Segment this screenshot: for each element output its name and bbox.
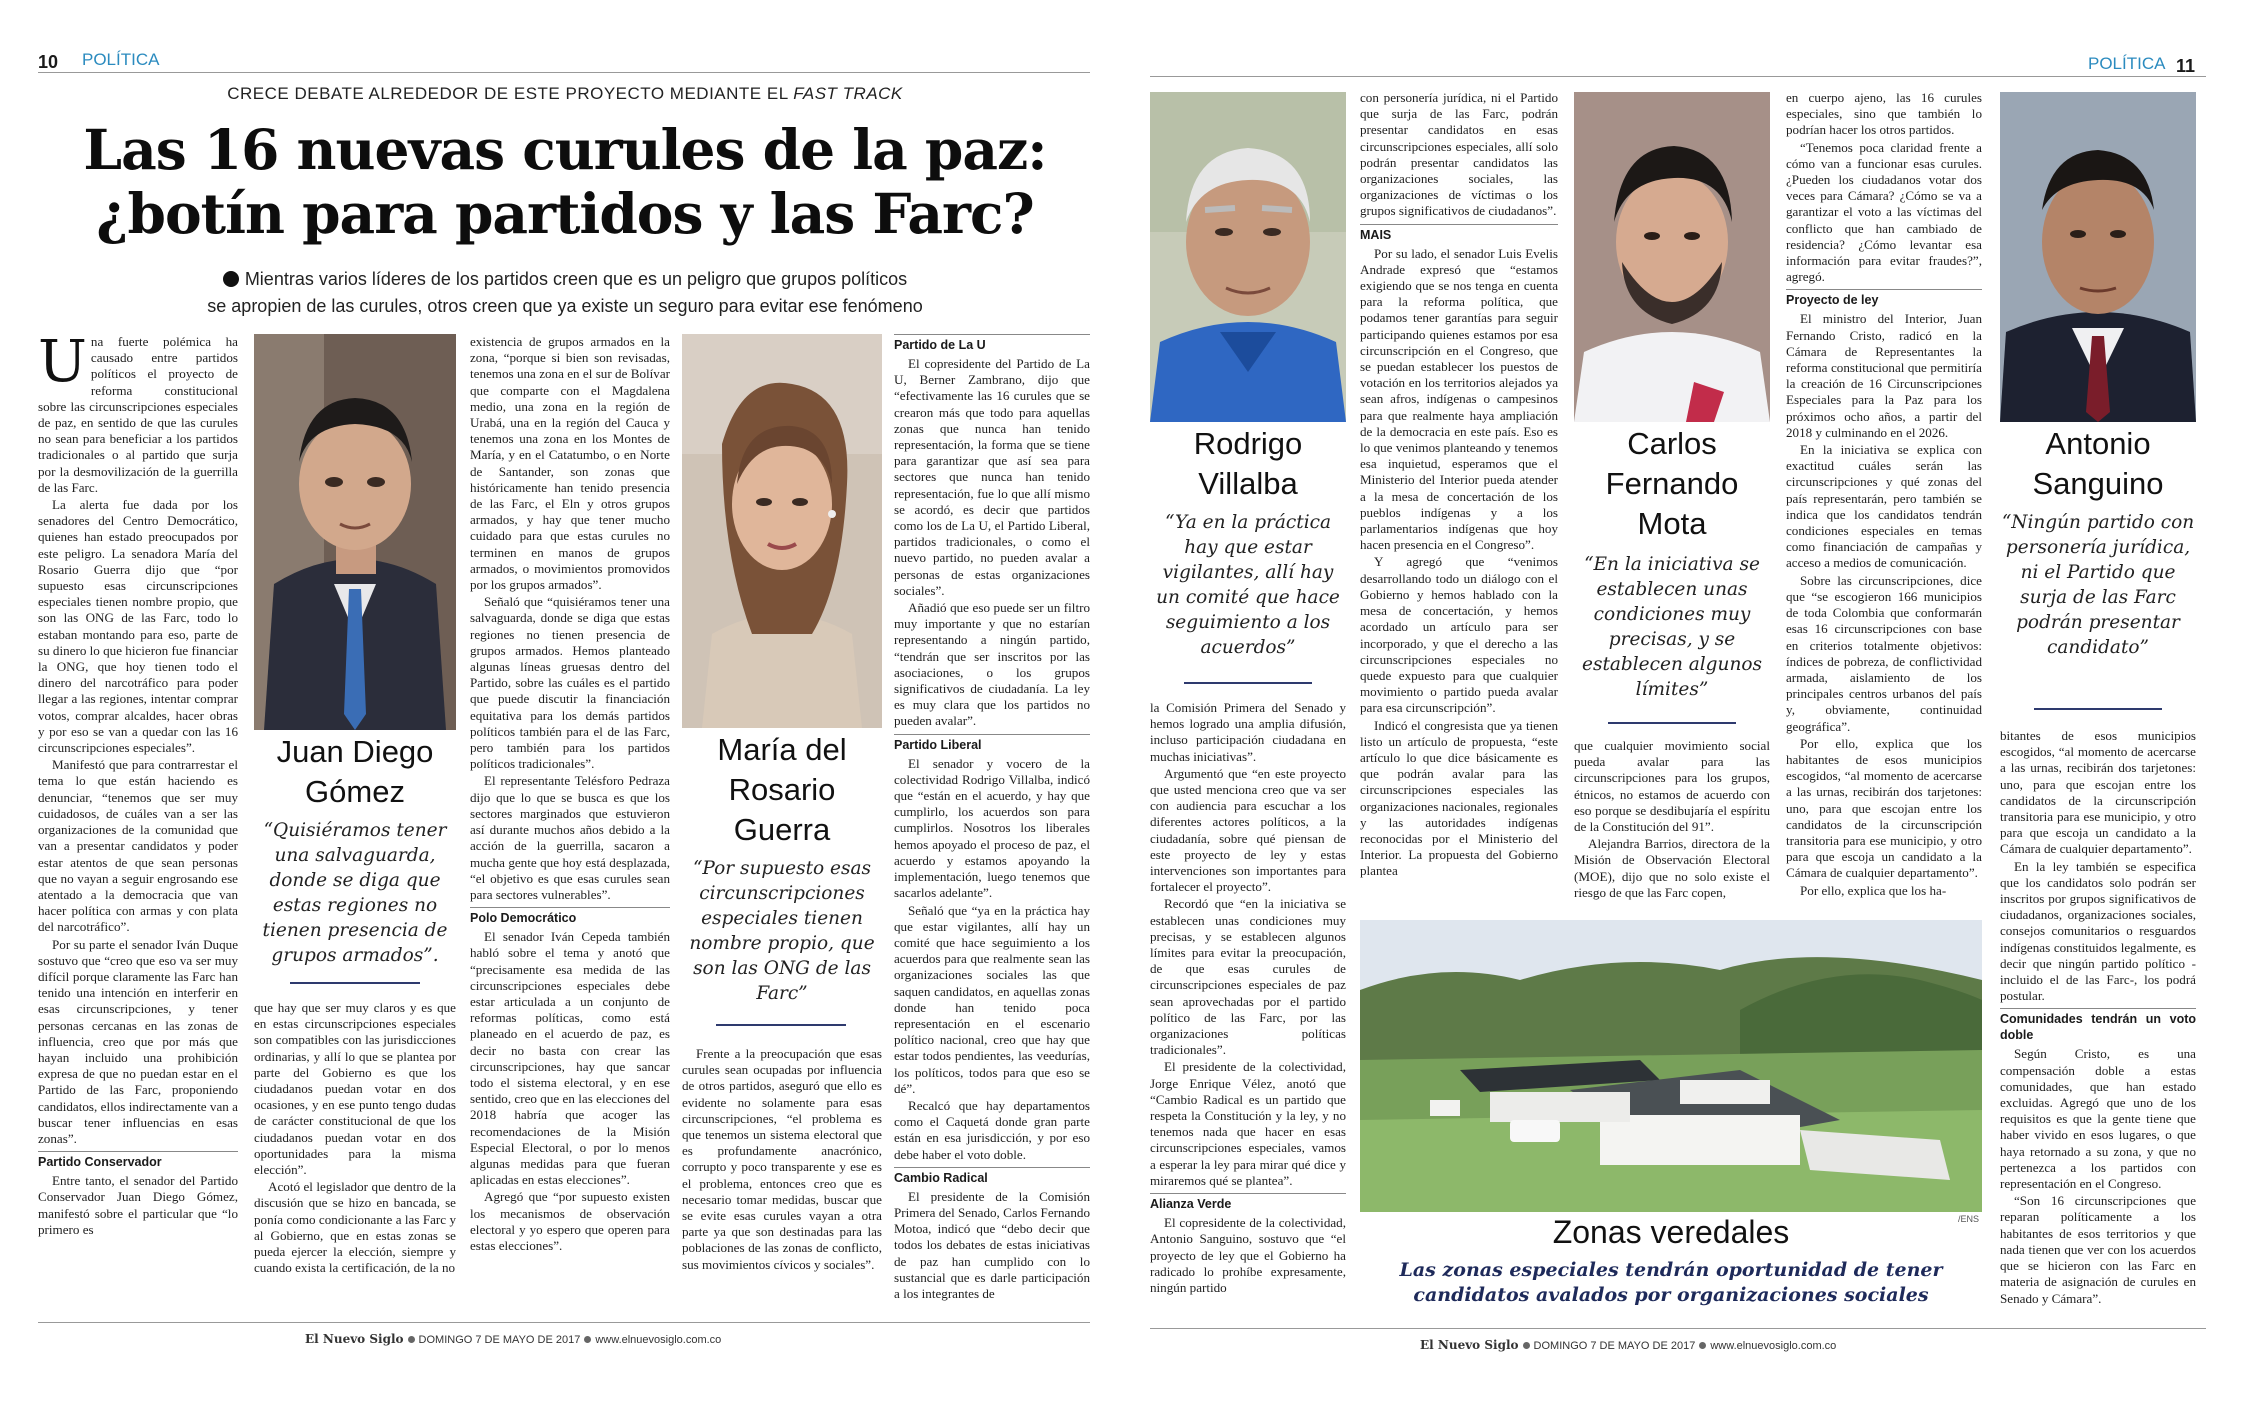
subhead-mais: MAIS [1360,224,1558,243]
header-rule-right [1150,76,2206,77]
footer-rule-left [38,1322,1090,1323]
subhead-alianza: Alianza Verde [1150,1193,1346,1212]
section-label-right: POLÍTICA [2088,54,2166,73]
name-rodrigo-villalba: Rodrigo Villalba [1193,426,1303,501]
name-carlos-fernando-mota: Carlos Fernando Mota [1605,426,1739,541]
subhead-polo: Polo Democrático [470,907,670,926]
drop-cap: U [38,334,87,395]
article-column-5: Partido de La U El copresidente del Partido de La U, Berner Zambrano, dijo que “efectivamente las 16 curules que se crearon más que todo para aquellas zonas que nunca han tenido representación, la forma que se tiene para garantizar que así sea para sectores que nunca han tenido representación, fue lo que allí mismo se acordó, es decir que partidos como los de La U, el Partido Liberal, partidos tradicionales, o como el nuevo partido, no pueden avalar a personas de estas organizaciones sociales”. Añadió que eso puede ser un filtro muy importante y que no estarían representando a ningún partido, “tendrán que ser inscritos por las asociaciones, o los grupos significativos de ciudadanía. La ley es muy clara que los partidos no pueden avalar”. Partido Liberal El senador y vocero de la colectividad Rodrigo Villalba, indicó que “están en el acuerdo, y hay que cumplirlo, los acuerdos son para cumplirlos. Nosotros los liberales hemos apoyado el proceso de paz, el acuerdo y estamos apoyando la implementación, luego tenemos que sacarlos adelante”. Señaló que “ya en la práctica hay que estar vigilantes, allí hay un comité que hace seguimiento a los acuerdos para que realmente sean las organizaciones sociales las que saquen candidatos, en aquellas zonas donde han tenido poca representación en el escenario político nacional, creo que hay que estar todos pendientes, las veedurías, los políticos, todos para que eso se dé”. Recalcó que hay departamentos como el Caquetá donde gran parte están en esa jurisdicción, y por eso debe haber el voto doble. Cambio Radical El presidente de la Comisión Primera del Senado, Carlos Fernando Motoa, indicó que “debo decir que todos los debates de estas iniciativas de paz han cumplido con lo sustancial que es darle participación a los integrantes de [894,334,1090,1314]
headline-line-2: ¿botín para partidos y las Farc? [96,181,1034,246]
article-column-7: con personería jurídica, ni el Partido que surja de las Farc, podrán presentar candidatos en esas circunscripciones especiales, allí solo podrán presentar candidatos las organizaciones sociales, las organizaciones de víctimas o los grupos significativos de ciudadanos”. MAIS Por su lado, el senador Luis Evelis Andrade expresó que “estamos exigiendo que se nos tenga en cuenta para la reforma política, que podamos tener garantías para seguir participando quienes estamos por esa circunscripción en el Congreso, que se puedan establecer los puestos de votación en los territorios alejados ya sean afros, indígenas o campesinos para que realmente haya ampliación de la democracia en este país. Eso es lo que venimos planteando y tenemos esa inquietud, esperamos que el Ministerio del Interior pueda atender a la mesa de concertación de los pueblos indígenas y a los parlamentarios indígenas que hoy hacen presencia en el Congreso”. Y agregó que “venimos desarrollando todo un diálogo con el Gobierno y hemos hablado con la mesa de concertación, y hemos acordado un artículo para ser incorporado, y que el derecho a las circunscripciones especiales no quede expuesto para que cualquier movimiento o partido pueda avalar para esa circunscripción”. Indicó el congresista que ya tienen listo un artículo de propuesta, “este artículo lo que dice básicamente es que podrán avalar para las circunscripciones especiales las organizaciones nacionales, regionales y las autoridades indígenas reconocidas por el Ministerio del Interior. La propuesta del Gobierno plantea [1360,90,1558,879]
article-column-2: que hay que ser muy claros y es que en estas circunscripciones especiales son compatibles con las jurisdicciones ordinarias, y allí lo que se plantea por parte del Gobierno es que los ciudadanos puedan votar en dos ocasiones, y en ese punto tengo dudas de carácter constitucional de que los ciudadanos puedan votar en dos oportunidades para la misma elección”. Acotó el legislador que dentro de la discusión que se hizo en bancada, se ponía como condicionante a las Farc y al Gobierno, que en estas zonas se pueda ejercer la elección, siempre y cuando exista la certificación, de la no [254,1000,456,1276]
headline [60,118,1070,246]
quote-rule-1 [290,982,420,984]
article-column-1: Una fuerte polémica ha causado entre partidos políticos el proyecto de reforma constitucional sobre las circunscripciones especiales de paz, en sentido de que las curules no sean para beneficiar a los partidos tradicionales o al partido que surja por la desmovilización de la guerrilla de las Farc. La alerta fue dada por los senadores del Centro Democrático, quienes han estado preocupados por este peligro. La senadora María del Rosario Guerra dijo que “por supuesto esas circunscripciones especiales tienen nombre propio, que son las ONG de las Farc, todo lo estaban montando para eso, parte de su dinero lo que hicieron fue financiar la ONG, que hoy tienen todo el dinero del narcotráfico para poder llegar a las regiones, intentar comprar votos, comprar alcaldes, hacer obras y por eso se van a quedar con las 16 circunscripciones especiales”. Manifestó que para contrarrestar el tema lo que están haciendo es denunciar, “tenemos que ser muy cuidadosos, de cuáles van a ser las organizaciones de la comunidad que van a presentar candidatos y poder estar atentos de que sean personas que no vayan a seguir engrosando ese atentado a la democracia que van hacer política con armas y con plata del narcotráfico”. Por su parte el senador Iván Duque sostuvo que “creo que eso va ser muy difícil porque claramente las Farc han tenido una intención en interferir en esas circunscripciones, y tener personas cercanas en las zonas de influencia, creo que por más que hayan incluido una prohibición expresa de que no puedan estar en el Partido de las Farc, proponiendo candidatos, ellos indirectamente van a buscar tener influencias en esas zonas”. Partido Conservador Entre tanto, el senador del Partido Conservador Juan Diego Gómez, manifestó sobre el particular que “lo primero es [38,334,238,1237]
subhead-liberal: Partido Liberal [894,734,1090,753]
quote-maria-del-rosario-guerra: “Por supuesto esas circunscripciones especiales tienen nombre propio, que son las ONG de las Farc” [689,858,875,1004]
quote-rule-2 [716,1024,846,1026]
subhead-comunidades: Comunidades tendrán un voto doble [2000,1008,2196,1043]
zonas-deck: Las zonas especiales tendrán oportunidad de tener candidatos avalados por organizaciones sociales [1399,1259,1943,1306]
quote-carlos-fernando-mota: “En la iniciativa se establecen unas condiciones muy precisas, y se establecen algunos límites” [1582,554,1762,700]
article-column-9: en cuerpo ajeno, las 16 curules especiales, sino que también lo podrían hacer los otros partidos. “Tenemos poca claridad frente a cómo van a funcionar esas curules. ¿Pueden los ciudadanos votar dos veces para Cámara? ¿Cómo se va a garantizar el voto a las víctimas del conflicto que han cambiado de residencia? ¿Cómo levantar esa información para evitar fraudes?”, agregó. Proyecto de ley El ministro del Interior, Juan Fernando Cristo, radicó en la Cámara de Representantes la reforma constitucional que permitiría la creación de 16 Circunscripciones Especiales para la Paz para los próximos ocho años, a partir del 2018 y culminando en el 2026. En la iniciativa se explica con exactitud cuáles serán las circunscripciones y qué zonas del país representarán, pero también se indica que los candidatos tendrán condiciones especiales en temas como financiación de campañas y acceso a medios de comunicación. Sobre las circunscripciones, dice que “se escogieron 166 municipios de toda Colombia que conformarán esas 16 circunscripciones con base en criterios totalmente objetivos: índices de pobreza, de conflictividad armada, aislamiento de los principales centros urbanos del país y, obviamente, continuidad geográfica”. Por ello, explica que los habitantes de esos municipios escogidos, “al momento de acercarse a las urnas, recibirán dos tarjetones: uno, para que escojan entre los candidatos de la circunscripción transitoria para ese municipio, y otro para que escoja un candidato a la Cámara de cualquier departamento”. Por ello, explica que los ha- [1786,90,1982,898]
zonas-title: Zonas veredales [1552,1214,1790,1250]
quote-rule-5 [2034,708,2162,710]
deck: Mientras varios líderes de los partidos creen que es un peligro que grupos políticos se apropien de las curules, otros creen que ya existe un seguro para evitar ese fenómeno [207,269,923,316]
photo-carlos-fernando-mota [1574,92,1770,422]
quote-rule-4 [1608,722,1736,724]
quote-rule-3 [1184,682,1312,684]
article-column-10: bitantes de esos municipios escogidos, “al momento de acercarse a las urnas, recibirán dos tarjetones: uno, para que escojan entre los candidatos de la circunscripción transitoria para ese municipio, y otro para que escoja un candidato a la Cámara de cualquier departamento”. En la ley también se especifica que los candidatos solo podrán ser inscritos por grupos significativos de ciudadanos, organizaciones sociales, consejos comunitarios o resguardos indígenas constituidos legalmente, es decir que ningún partido político -incluido el de las Farc-, los podrá postular. Comunidades tendrán un voto doble Según Cristo, es una compensación doble a estas comunidades, que han estado excluidas. Agregó que uno de los requisitos es que la gente tiene que haber vivido en esos lugares, o que haya retornado a su zona, y que no pertenezca a los partidos con representación en el Congreso. “Son 16 circunscripciones que reparan políticamente a los habitantes de esos territorios y que nada tienen que ver con los acuerdos que se hicieron con las Farc en materia de asignación de curules en Senado y Cámara”. [2000,728,2196,1306]
article-column-3: existencia de grupos armados en la zona, “porque si bien son revisadas, tenemos una zona en el sur de Bolívar que comparte con el Magdalena medio, una zona en la región de Urabá, una en la región del Cauca y tenemos una zona en los Montes de María, y en el Catatumbo, o en Norte de Santander, son zonas que históricamente han tenido presencia de las Farc, el Eln y otros grupos armados, y hay que tener mucho cuidado para que estas curules no terminen en manos de grupos armados, o movimientos promovidos por los grupos armados”. Señaló que “quisiéramos tener una salvaguarda, donde se diga que estas regiones no tienen presencia de grupos armados. Hemos planteado algunas líneas gruesas dentro del Partido, sobre las cuáles es el partido que puede discutir la financiación equitativa para los demás partidos políticos también para el de las Farc, pero también para los partidos políticos tradicionales”. El representante Telésforo Pedraza dijo que lo que se busca es que los sectores marginados que estuvieron así durante muchos años debido a la acción de la guerrilla, sacaron a mucha gente que hoy está desplazada, “el objetivo es que esas curules sean para sectores vulnerables”. Polo Democrático El senador Iván Cepeda también habló sobre el tema y anotó que “precisamente esa medida de las circunscripciones especiales debe estar articulada a un conjunto de reformas políticas, como está planeado en el acuerdo de paz, es decir no basta con crear las circunscripciones, hay que sancar todo el sistema electoral, y en ese sentido, creo que en las elecciones del 2018 habría que acoger las recomendaciones de la Misión Especial Electoral, o por lo menos algunas medidas para que fueran aplicadas en estas elecciones”. Agregó que “por supuesto existen los mecanismos de observación electoral y yo espero que operen para estas elecciones”. [470,334,670,1253]
subhead-conservador: Partido Conservador [38,1151,238,1170]
subhead-lau: Partido de La U [894,334,1090,353]
photo-zonas-veredales [1360,920,1982,1212]
article-column-4: Frente a la preocupación que esas curules sean ocupadas por influencia de otros partidos, aseguró que ello es evidente no solamente para esas circunscripciones, “el problema es que tenemos un sistema electoral que es profundamente anacrónico, corrupto y poco transparente y ese es el problema, entonces creo que es necesario tomar medidas, buscar que se evite esas curules vayan a otra parte ya que son destinadas para las poblaciones de las zonas de conflicto, sus movimientos cívicos y sociales”. [682,1046,882,1272]
article-column-8: que cualquier movimiento social pueda avalar para las circunscripciones para los grupos, étnicos, no estamos de acuerdo con eso porque se desdibujaría el espíritu de la Constitución del 91”. Alejandra Barrios, directora de la Misión de Observación Electoral (MOE), dijo que no solo existe el riesgo de que las Farc copen, [1574,738,1770,900]
quote-juan-diego-gomez: “Quisiéramos tener una salvaguarda, donde se diga que estas regiones no tienen presencia de grupos armados”. [262,820,448,966]
name-antonio-sanguino: Antonio Sanguino [2032,426,2164,501]
article-column-6: la Comisión Primera del Senado y hemos logrado una amplia difusión, incluso participación ciudadana en muchas iniciativas”. Argumentó que “en este proyecto que usted menciona creo que va ser con audiencia para escuchar a los diferentes actores políticos, a la ciudadanía, sobre qué piensan de este proyecto de ley y estas intervenciones son importantes para fortalecer el proyecto”. Recordó que “en la iniciativa se establecen unas condiciones muy precisas, y se establecen algunos límites para evitar la preocupación, de que esas curules de circunscripciones especiales de paz sean aprovechadas por el partido político de las Farc, por las organizaciones políticas tradicionales”. El presidente de la colectividad, Jorge Enrique Vélez, anotó que “Cambio Radical es un partido que respeta la Constitución y la ley, y no tenemos nada que hacer en esas circunscripciones especiales, vamos a esperar la ley para mirar qué dice y miraremos qué se plantea”. Alianza Verde El copresidente de la colectividad, Antonio Sanguino, sostuvo que “el proyecto de ley que el Gobierno ha radicado lo prohíbe expresamente, ningún partido [1150,700,1346,1295]
photo-maria-del-rosario-guerra [682,334,882,728]
subhead-proyecto: Proyecto de ley [1786,289,1982,308]
header-rule-left [38,72,1090,73]
photo-credit: /ENS [1958,1214,1980,1224]
footer-left: El Nuevo Siglo DOMINGO 7 DE MAYO DE 2017 www.elnuevosiglo.com.co [305,1332,722,1346]
bullet-dot-icon [223,271,239,287]
page-number-left: 10 [38,52,59,72]
headline-line-1: Las 16 nuevas curules de la paz: [83,117,1047,182]
quote-rodrigo-villalba: “Ya en la práctica hay que estar vigilantes, allí hay un comité que hace seguimiento a los acuerdos” [1156,512,1340,658]
section-label-left: POLÍTICA [82,50,160,69]
name-juan-diego-gomez: Juan Diego Gómez [276,734,434,809]
photo-rodrigo-villalba [1150,92,1346,422]
name-maria-del-rosario-guerra: María del Rosario Guerra [717,732,847,847]
footer-rule-right [1150,1328,2206,1329]
footer-right: El Nuevo Siglo DOMINGO 7 DE MAYO DE 2017 www.elnuevosiglo.com.co [1420,1338,1837,1352]
photo-antonio-sanguino [2000,92,2196,422]
subhead-cambio: Cambio Radical [894,1167,1090,1186]
photo-juan-diego-gomez [254,334,456,730]
kicker: CRECE DEBATE ALREDEDOR DE ESTE PROYECTO MEDIANTE EL FAST TRACK [227,84,903,103]
quote-antonio-sanguino: “Ningún partido con personería jurídica, ni el Partido que surja de las Farc podrán presentar candidato” [2001,512,2195,658]
page-number-right: 11 [2176,56,2196,76]
